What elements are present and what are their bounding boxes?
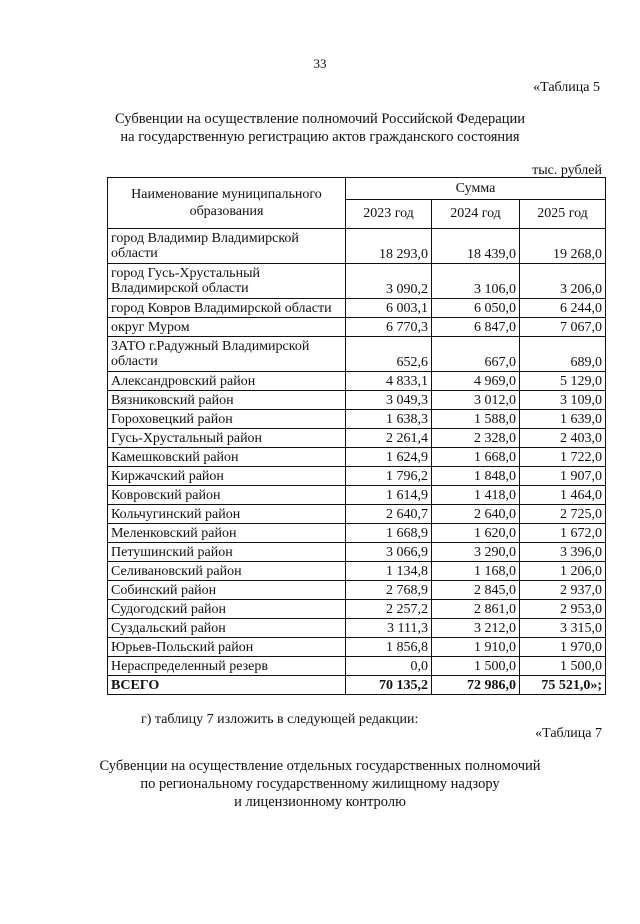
row-name: Камешковский район [108, 448, 346, 467]
row-2024: 6 847,0 [432, 318, 520, 337]
row-name: Гороховецкий район [108, 410, 346, 429]
row-2025: 2 937,0 [520, 581, 606, 600]
table-row [108, 505, 606, 524]
row-name: Александровский район [108, 372, 346, 391]
row-2025: 1 722,0 [520, 448, 606, 467]
row-2023: 2 257,2 [346, 600, 432, 619]
row-2025: 1 639,0 [520, 410, 606, 429]
row-2024: 18 439,0 [432, 229, 520, 264]
row-2023: 6 003,1 [346, 299, 432, 318]
table-row [108, 600, 606, 619]
table-row [108, 638, 606, 657]
table-row [108, 337, 606, 372]
total-2025: 75 521,0»; [520, 676, 606, 695]
row-2024: 1 620,0 [432, 524, 520, 543]
row-2024: 667,0 [432, 337, 520, 372]
row-2024: 2 640,0 [432, 505, 520, 524]
page-number: 33 [313, 56, 327, 71]
row-2023: 652,6 [346, 337, 432, 372]
row-name: Гусь-Хрустальный район [108, 429, 346, 448]
table-row [108, 581, 606, 600]
row-2025: 2 403,0 [520, 429, 606, 448]
table-row [108, 562, 606, 581]
row-2023: 6 770,3 [346, 318, 432, 337]
row-2025: 1 206,0 [520, 562, 606, 581]
header-year: 2024 год [432, 200, 520, 229]
row-2024: 1 588,0 [432, 410, 520, 429]
units-label: тыс. рублей [532, 163, 602, 178]
row-2024: 1 668,0 [432, 448, 520, 467]
table-row [108, 619, 606, 638]
row-2025: 6 244,0 [520, 299, 606, 318]
row-2023: 2 640,7 [346, 505, 432, 524]
table7-title-line: по региональному государственному жилищному надзору [140, 776, 500, 792]
row-name: Петушинский район [108, 543, 346, 562]
row-2024: 2 328,0 [432, 429, 520, 448]
row-2023: 1 668,9 [346, 524, 432, 543]
row-2023: 3 111,3 [346, 619, 432, 638]
row-name: Киржачский район [108, 467, 346, 486]
row-name: Собинский район [108, 581, 346, 600]
row-2025: 1 907,0 [520, 467, 606, 486]
row-2025: 3 315,0 [520, 619, 606, 638]
table-row [108, 372, 606, 391]
row-name: Кольчугинский район [108, 505, 346, 524]
row-2024: 3 012,0 [432, 391, 520, 410]
table7-title-line: Субвенции на осуществление отдельных государственных полномочий [99, 758, 541, 774]
table7-title-line: и лицензионному контролю [234, 794, 406, 810]
row-2023: 3 066,9 [346, 543, 432, 562]
row-2024: 1 500,0 [432, 657, 520, 676]
row-name: город Ковров Владимирской области [108, 299, 346, 318]
table7-title [0, 757, 640, 811]
header-sum: Сумма [346, 178, 606, 200]
table-row [108, 448, 606, 467]
table-row [108, 467, 606, 486]
row-name: Нераспределенный резерв [108, 657, 346, 676]
row-2023: 1 856,8 [346, 638, 432, 657]
row-2024: 1 168,0 [432, 562, 520, 581]
row-2024: 1 418,0 [432, 486, 520, 505]
row-2023: 3 090,2 [346, 264, 432, 299]
row-2024: 2 861,0 [432, 600, 520, 619]
row-2023: 1 134,8 [346, 562, 432, 581]
table5-ref: «Таблица 5 [533, 80, 600, 95]
row-2023: 1 796,2 [346, 467, 432, 486]
table5-title-line: на государственную регистрацию актов гражданского состояния [120, 129, 520, 145]
row-name: Селивановский район [108, 562, 346, 581]
row-2025: 2 953,0 [520, 600, 606, 619]
table7-ref: «Таблица 7 [535, 726, 602, 741]
row-2025: 7 067,0 [520, 318, 606, 337]
row-name: Ковровский район [108, 486, 346, 505]
row-2023: 1 638,3 [346, 410, 432, 429]
row-2024: 6 050,0 [432, 299, 520, 318]
total-row [108, 676, 606, 695]
row-2023: 2 261,4 [346, 429, 432, 448]
row-name: Вязниковский район [108, 391, 346, 410]
row-name: округ Муром [108, 318, 346, 337]
header-name: Наименование муниципального образования [108, 178, 346, 229]
row-name: город Владимир Владимирской области [108, 229, 346, 264]
row-2024: 1 910,0 [432, 638, 520, 657]
amendment-instruction: г) таблицу 7 изложить в следующей редакции: [141, 712, 419, 727]
total-2024: 72 986,0 [432, 676, 520, 695]
total-2023: 70 135,2 [346, 676, 432, 695]
table-row [108, 391, 606, 410]
row-name: Юрьев-Польский район [108, 638, 346, 657]
row-2024: 3 290,0 [432, 543, 520, 562]
row-2023: 1 614,9 [346, 486, 432, 505]
table5-title [0, 110, 640, 146]
row-name: Меленковский район [108, 524, 346, 543]
row-2025: 5 129,0 [520, 372, 606, 391]
header-year: 2025 год [520, 200, 606, 229]
subventions-table [107, 177, 606, 695]
row-2023: 1 624,9 [346, 448, 432, 467]
row-2023: 3 049,3 [346, 391, 432, 410]
row-2025: 3 396,0 [520, 543, 606, 562]
header-year: 2023 год [346, 200, 432, 229]
table-row [108, 264, 606, 299]
table-row [108, 229, 606, 264]
table-row [108, 410, 606, 429]
row-2025: 1 500,0 [520, 657, 606, 676]
table5-title-line: Субвенции на осуществление полномочий Российской Федерации [114, 111, 525, 127]
row-2023: 18 293,0 [346, 229, 432, 264]
total-label: ВСЕГО [108, 676, 346, 695]
row-name: Суздальский район [108, 619, 346, 638]
row-2024: 3 106,0 [432, 264, 520, 299]
table-row [108, 524, 606, 543]
row-2024: 2 845,0 [432, 581, 520, 600]
row-name: ЗАТО г.Радужный Владимирской области [108, 337, 346, 372]
table-row [108, 299, 606, 318]
row-name: город Гусь-Хрустальный Владимирской области [108, 264, 346, 299]
row-2025: 1 464,0 [520, 486, 606, 505]
row-2025: 3 109,0 [520, 391, 606, 410]
row-2025: 1 672,0 [520, 524, 606, 543]
row-2023: 2 768,9 [346, 581, 432, 600]
row-2024: 3 212,0 [432, 619, 520, 638]
row-2025: 3 206,0 [520, 264, 606, 299]
table-row [108, 486, 606, 505]
row-2024: 4 969,0 [432, 372, 520, 391]
row-2024: 1 848,0 [432, 467, 520, 486]
row-2025: 19 268,0 [520, 229, 606, 264]
table-row [108, 318, 606, 337]
table-row [108, 543, 606, 562]
row-2025: 689,0 [520, 337, 606, 372]
row-2025: 1 970,0 [520, 638, 606, 657]
row-2023: 0,0 [346, 657, 432, 676]
table-row [108, 429, 606, 448]
table-row [108, 657, 606, 676]
row-2025: 2 725,0 [520, 505, 606, 524]
row-2023: 4 833,1 [346, 372, 432, 391]
row-name: Судогодский район [108, 600, 346, 619]
